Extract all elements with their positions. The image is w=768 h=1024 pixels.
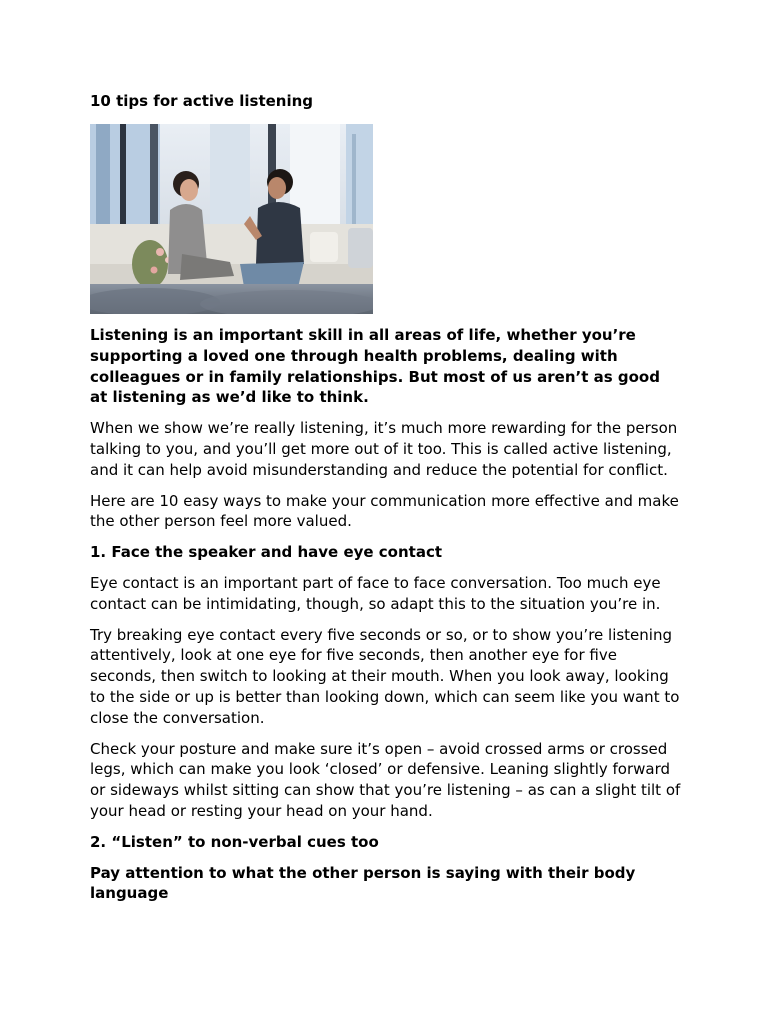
paragraph-ten-ways: Here are 10 easy ways to make your communication more effective and make the other person feel more valued. <box>90 491 679 531</box>
tip-2-heading: 2. “Listen” to non-verbal cues too <box>90 832 379 851</box>
tip-1-heading: 1. Face the speaker and have eye contact <box>90 543 443 562</box>
paragraph-active-listening: When we show we’re really listening, it’s much more rewarding for the person talking to you, and you’ll get more out of it too. This is called active listening, and it can help avoid misunderstanding and reduce the potential for conflict. <box>90 419 678 479</box>
intro-paragraph: Listening is an important skill in all areas of life, whether you’re supporting a loved one through health problems, dealing with colleagues or in family relationships. But most of us aren’t as good at listening as we’d like to think. <box>90 326 660 407</box>
photo-two-women-talking-on-sofa-icon <box>90 124 373 314</box>
tip-2-lead: Pay attention to what the other person is saying with their body language <box>90 863 636 903</box>
article-photo <box>90 124 373 314</box>
tip-1-paragraph-2: Try breaking eye contact every five seconds or so, or to show you’re listening attentively, look at one eye for five seconds, then another eye for five seconds, then switch to looking at their mouth. When you look away, looking to the side or up is better than looking down, which can seem like you want to close the conversation. <box>90 625 680 727</box>
article-title: 10 tips for active listening <box>90 92 314 110</box>
tip-1-paragraph-1: Eye contact is an important part of face to face conversation. Too much eye contact can be intimidating, though, so adapt this to the situation you’re in. <box>90 573 661 613</box>
article-body <box>90 325 682 914</box>
tip-1-paragraph-3: Check your posture and make sure it’s open – avoid crossed arms or crossed legs, which can make you look ‘closed’ or defensive. Leaning slightly forward or sideways whilst sitting can show that you’re listening – as can a slight tilt of your head or resting your head on your hand. <box>90 739 681 820</box>
